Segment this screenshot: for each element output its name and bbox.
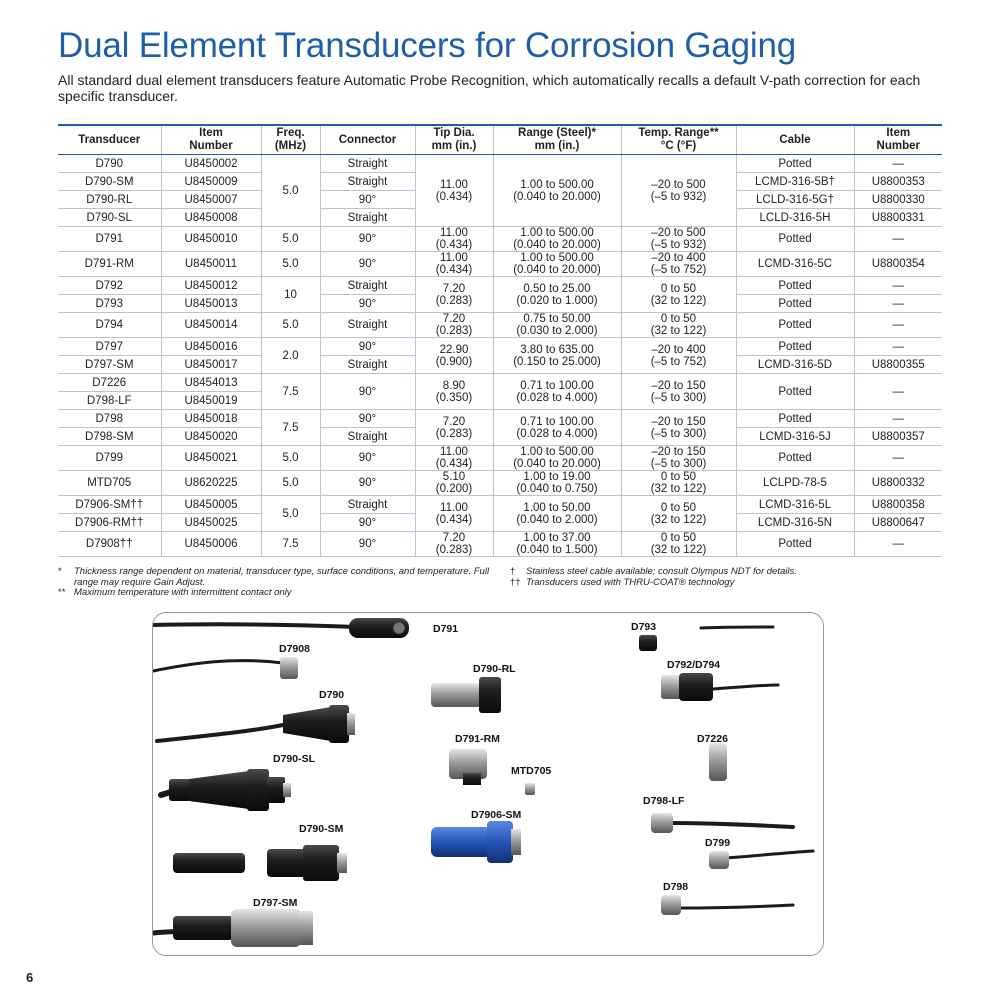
- cell-freq: 5.0: [261, 496, 320, 532]
- table-header-row: [58, 125, 942, 155]
- label-d7908: D7908: [279, 643, 310, 655]
- cell-transducer: D797: [58, 338, 161, 356]
- cell-cable-item: U8800331: [854, 209, 942, 227]
- cell-connector: Straight: [320, 155, 415, 173]
- label-d798: D798: [663, 881, 689, 893]
- label-d790: D790: [319, 689, 345, 701]
- cell-item: U8450020: [161, 428, 261, 446]
- label-d799: D799: [705, 837, 731, 849]
- cell-item: U8450017: [161, 356, 261, 374]
- cell-cable: Potted: [736, 295, 854, 313]
- cell-cable: Potted: [736, 374, 854, 410]
- table-row: [58, 227, 942, 252]
- cell-tip: 11.00 (0.434): [415, 252, 493, 277]
- table-row: [58, 338, 942, 356]
- cell-transducer: D7908††: [58, 532, 161, 557]
- cell-cable-item: —: [854, 338, 942, 356]
- cell-tip: 11.00 (0.434): [415, 496, 493, 532]
- cell-tip: 7.20 (0.283): [415, 410, 493, 446]
- cell-cable-item: U8800355: [854, 356, 942, 374]
- cell-cable-item: —: [854, 155, 942, 173]
- table-row: [58, 374, 942, 392]
- cell-item: U8454013: [161, 374, 261, 392]
- cell-cable-item: —: [854, 295, 942, 313]
- cell-transducer: D797-SM: [58, 356, 161, 374]
- d797-sm-probe: [173, 916, 233, 940]
- cell-tip: 11.00 (0.434): [415, 227, 493, 252]
- cell-connector: Straight: [320, 209, 415, 227]
- table-row: [58, 313, 942, 338]
- header-transducer: Transducer: [58, 125, 161, 155]
- cell-transducer: D7906-RM††: [58, 514, 161, 532]
- label-d791-rm: D791-RM: [455, 733, 500, 745]
- cell-transducer: D798: [58, 410, 161, 428]
- cell-freq: 5.0: [261, 446, 320, 471]
- cell-tip: 7.20 (0.283): [415, 277, 493, 313]
- cell-transducer: D799: [58, 446, 161, 471]
- cell-tip: 11.00 (0.434): [415, 155, 493, 227]
- d7906-sm-probe: [431, 827, 491, 857]
- transducer-spec-table: [58, 124, 942, 557]
- cell-range: 1.00 to 500.00 (0.040 to 20.000): [493, 227, 621, 252]
- cell-connector: Straight: [320, 428, 415, 446]
- cell-item: U8450002: [161, 155, 261, 173]
- cell-connector: Straight: [320, 313, 415, 338]
- header-range: Range (Steel)* mm (in.): [493, 125, 621, 155]
- cell-transducer: MTD705: [58, 471, 161, 496]
- label-d790-sl: D790-SL: [273, 753, 316, 765]
- cell-range: 1.00 to 500.00 (0.040 to 20.000): [493, 446, 621, 471]
- cell-item: U8450008: [161, 209, 261, 227]
- cell-cable-item: —: [854, 313, 942, 338]
- cell-transducer: D791: [58, 227, 161, 252]
- header-tip-diameter: Tip Dia. mm (in.): [415, 125, 493, 155]
- cell-cable-item: U8800357: [854, 428, 942, 446]
- footnote-thickness: * Thickness range dependent on material, transducer type, surface conditions, and temperature. Full range may require Gain Adjust.: [58, 566, 490, 588]
- cell-cable-item: U8800354: [854, 252, 942, 277]
- cell-item: U8450011: [161, 252, 261, 277]
- cell-transducer: D790-SL: [58, 209, 161, 227]
- cell-connector: 90°: [320, 191, 415, 209]
- d793-probe: [639, 635, 657, 651]
- page-title: Dual Element Transducers for Corrosion Gaging: [58, 26, 797, 65]
- cell-connector: 90°: [320, 446, 415, 471]
- cell-connector: Straight: [320, 173, 415, 191]
- mtd705-probe: [525, 783, 535, 795]
- table-row: [58, 532, 942, 557]
- cell-connector: 90°: [320, 514, 415, 532]
- cell-tip: 22.90 (0.900): [415, 338, 493, 374]
- footnotes-right: [510, 567, 910, 588]
- cell-freq: 7.5: [261, 532, 320, 557]
- cell-transducer: D790-SM: [58, 173, 161, 191]
- header-cable: Cable: [736, 125, 854, 155]
- cell-transducer: D7906-SM††: [58, 496, 161, 514]
- cell-range: 1.00 to 19.00 (0.040 to 0.750): [493, 471, 621, 496]
- cell-temp: 0 to 50 (32 to 122): [621, 471, 736, 496]
- table-row: [58, 410, 942, 428]
- table-row: [58, 446, 942, 471]
- cell-tip: 5.10 (0.200): [415, 471, 493, 496]
- cell-connector: 90°: [320, 295, 415, 313]
- cell-cable-item: —: [854, 227, 942, 252]
- cell-temp: 0 to 50 (32 to 122): [621, 496, 736, 532]
- cell-tip: 7.20 (0.283): [415, 532, 493, 557]
- cell-cable-item: U8800353: [854, 173, 942, 191]
- cell-freq: 5.0: [261, 155, 320, 227]
- cell-item: U8450025: [161, 514, 261, 532]
- cell-tip: 11.00 (0.434): [415, 446, 493, 471]
- cell-transducer: D798-SM: [58, 428, 161, 446]
- cell-cable-item: —: [854, 446, 942, 471]
- cell-range: 0.50 to 25.00 (0.020 to 1.000): [493, 277, 621, 313]
- cell-item: U8450021: [161, 446, 261, 471]
- label-d790-sm: D790-SM: [299, 823, 344, 835]
- footnote-max-temp: ** Maximum temperature with intermittent contact only: [58, 587, 292, 598]
- cell-cable: Potted: [736, 338, 854, 356]
- cell-transducer: D792: [58, 277, 161, 295]
- label-d793: D793: [631, 621, 657, 633]
- cell-cable: Potted: [736, 277, 854, 295]
- cell-temp: 0 to 50 (32 to 122): [621, 313, 736, 338]
- cell-item: U8450018: [161, 410, 261, 428]
- cell-cable: LCLPD-78-5: [736, 471, 854, 496]
- cell-temp: –20 to 500 (–5 to 932): [621, 155, 736, 227]
- footnote-thru-coat: †† Transducers used with THRU-COAT® technology: [510, 576, 735, 588]
- cell-freq: 2.0: [261, 338, 320, 374]
- cell-connector: Straight: [320, 356, 415, 374]
- cell-connector: 90°: [320, 252, 415, 277]
- header-connector: Connector: [320, 125, 415, 155]
- cell-transducer: D790-RL: [58, 191, 161, 209]
- cell-connector: 90°: [320, 532, 415, 557]
- cell-temp: 0 to 50 (32 to 122): [621, 277, 736, 313]
- cell-cable-item: —: [854, 532, 942, 557]
- cell-connector: 90°: [320, 471, 415, 496]
- footnote-stainless-cable: † Stainless steel cable available; consult Olympus NDT for details.: [510, 566, 797, 577]
- cell-temp: 0 to 50 (32 to 122): [621, 532, 736, 557]
- cell-freq: 5.0: [261, 471, 320, 496]
- cell-item: U8450014: [161, 313, 261, 338]
- cell-item: U8620225: [161, 471, 261, 496]
- cell-freq: 5.0: [261, 227, 320, 252]
- cell-range: 3.80 to 635.00 (0.150 to 25.000): [493, 338, 621, 374]
- cell-temp: –20 to 150 (–5 to 300): [621, 410, 736, 446]
- cell-temp: –20 to 400 (–5 to 752): [621, 252, 736, 277]
- cell-connector: 90°: [320, 410, 415, 428]
- label-d790-rl: D790-RL: [473, 663, 516, 675]
- cell-connector: Straight: [320, 277, 415, 295]
- d7226-probe: [709, 743, 727, 781]
- cell-cable: LCMD-316-5C: [736, 252, 854, 277]
- cell-cable-item: —: [854, 277, 942, 295]
- transducer-photo-panel: [152, 612, 824, 956]
- cell-cable-item: U8800358: [854, 496, 942, 514]
- header-item-number: Item Number: [161, 125, 261, 155]
- cell-connector: Straight: [320, 496, 415, 514]
- cell-item: U8450012: [161, 277, 261, 295]
- cell-range: 0.75 to 50.00 (0.030 to 2.000): [493, 313, 621, 338]
- cell-item: U8450005: [161, 496, 261, 514]
- cell-cable: Potted: [736, 532, 854, 557]
- cell-item: U8450019: [161, 392, 261, 410]
- cell-cable: LCMD-316-5J: [736, 428, 854, 446]
- table-row: [58, 277, 942, 295]
- cell-transducer: D798-LF: [58, 392, 161, 410]
- cell-item: U8450010: [161, 227, 261, 252]
- label-d792-d794: D792/D794: [667, 659, 721, 671]
- cell-freq: 5.0: [261, 313, 320, 338]
- cell-cable-item: U8800330: [854, 191, 942, 209]
- cell-cable: Potted: [736, 446, 854, 471]
- label-d7906-sm: D7906-SM: [471, 809, 522, 821]
- cell-tip: 8.90 (0.350): [415, 374, 493, 410]
- table-row: [58, 496, 942, 514]
- cell-temp: –20 to 150 (–5 to 300): [621, 446, 736, 471]
- cell-connector: 90°: [320, 227, 415, 252]
- cell-transducer: D7226: [58, 374, 161, 392]
- cell-range: 1.00 to 500.00 (0.040 to 20.000): [493, 252, 621, 277]
- label-d7226: D7226: [697, 733, 728, 745]
- cell-temp: –20 to 150 (–5 to 300): [621, 374, 736, 410]
- cell-cable: LCMD-316-5L: [736, 496, 854, 514]
- cell-temp: –20 to 400 (–5 to 752): [621, 338, 736, 374]
- cell-transducer: D790: [58, 155, 161, 173]
- cell-cable-item: —: [854, 374, 942, 410]
- cell-cable: LCMD-316-5D: [736, 356, 854, 374]
- d7908-probe: [280, 657, 298, 679]
- cell-transducer: D791-RM: [58, 252, 161, 277]
- cell-freq: 10: [261, 277, 320, 313]
- cell-freq: 5.0: [261, 252, 320, 277]
- header-temp-range: Temp. Range** °C (°F): [621, 125, 736, 155]
- cell-item: U8450006: [161, 532, 261, 557]
- cell-cable: Potted: [736, 155, 854, 173]
- label-mtd705: MTD705: [511, 765, 552, 777]
- d790-probe: [283, 707, 331, 741]
- cell-range: 1.00 to 50.00 (0.040 to 2.000): [493, 496, 621, 532]
- table-row: [58, 471, 942, 496]
- d790-sm-probe: [173, 853, 245, 873]
- cell-cable: LCLD-316-5G†: [736, 191, 854, 209]
- page-number: 6: [26, 970, 34, 985]
- cell-cable-item: U8800647: [854, 514, 942, 532]
- d798-lf-probe: [651, 813, 673, 833]
- cell-cable-item: U8800332: [854, 471, 942, 496]
- cell-tip: 7.20 (0.283): [415, 313, 493, 338]
- cell-range: 1.00 to 500.00 (0.040 to 20.000): [493, 155, 621, 227]
- cell-cable-item: —: [854, 410, 942, 428]
- d790-sl-probe: [169, 779, 191, 801]
- cell-temp: –20 to 500 (–5 to 932): [621, 227, 736, 252]
- cell-transducer: D793: [58, 295, 161, 313]
- cell-freq: 7.5: [261, 410, 320, 446]
- table-row: [58, 155, 942, 173]
- cell-cable: Potted: [736, 227, 854, 252]
- cell-freq: 7.5: [261, 374, 320, 410]
- cell-item: U8450013: [161, 295, 261, 313]
- label-d797-sm: D797-SM: [253, 897, 298, 909]
- cell-cable: Potted: [736, 313, 854, 338]
- cell-cable: LCMD-316-5B†: [736, 173, 854, 191]
- d799-probe: [709, 851, 729, 869]
- cell-item: U8450007: [161, 191, 261, 209]
- cell-item: U8450016: [161, 338, 261, 356]
- cell-transducer: D794: [58, 313, 161, 338]
- footnotes-left: [58, 567, 498, 599]
- intro-paragraph: All standard dual element transducers feature Automatic Probe Recognition, which automatically recalls a default V-path correction for each specific transducer.: [58, 72, 921, 104]
- cell-cable: LCLD-316-5H: [736, 209, 854, 227]
- cell-range: 0.71 to 100.00 (0.028 to 4.000): [493, 374, 621, 410]
- header-cable-item-number: Item Number: [854, 125, 942, 155]
- label-d798-lf: D798-LF: [643, 795, 685, 807]
- cell-connector: 90°: [320, 374, 415, 410]
- cell-range: 1.00 to 37.00 (0.040 to 1.500): [493, 532, 621, 557]
- label-d791: D791: [433, 623, 459, 635]
- cell-range: 0.71 to 100.00 (0.028 to 4.000): [493, 410, 621, 446]
- cell-item: U8450009: [161, 173, 261, 191]
- cell-connector: 90°: [320, 338, 415, 356]
- cell-cable: Potted: [736, 410, 854, 428]
- cell-cable: LCMD-316-5N: [736, 514, 854, 532]
- table-row: [58, 252, 942, 277]
- header-frequency: Freq. (MHz): [261, 125, 320, 155]
- d798-probe: [661, 895, 681, 915]
